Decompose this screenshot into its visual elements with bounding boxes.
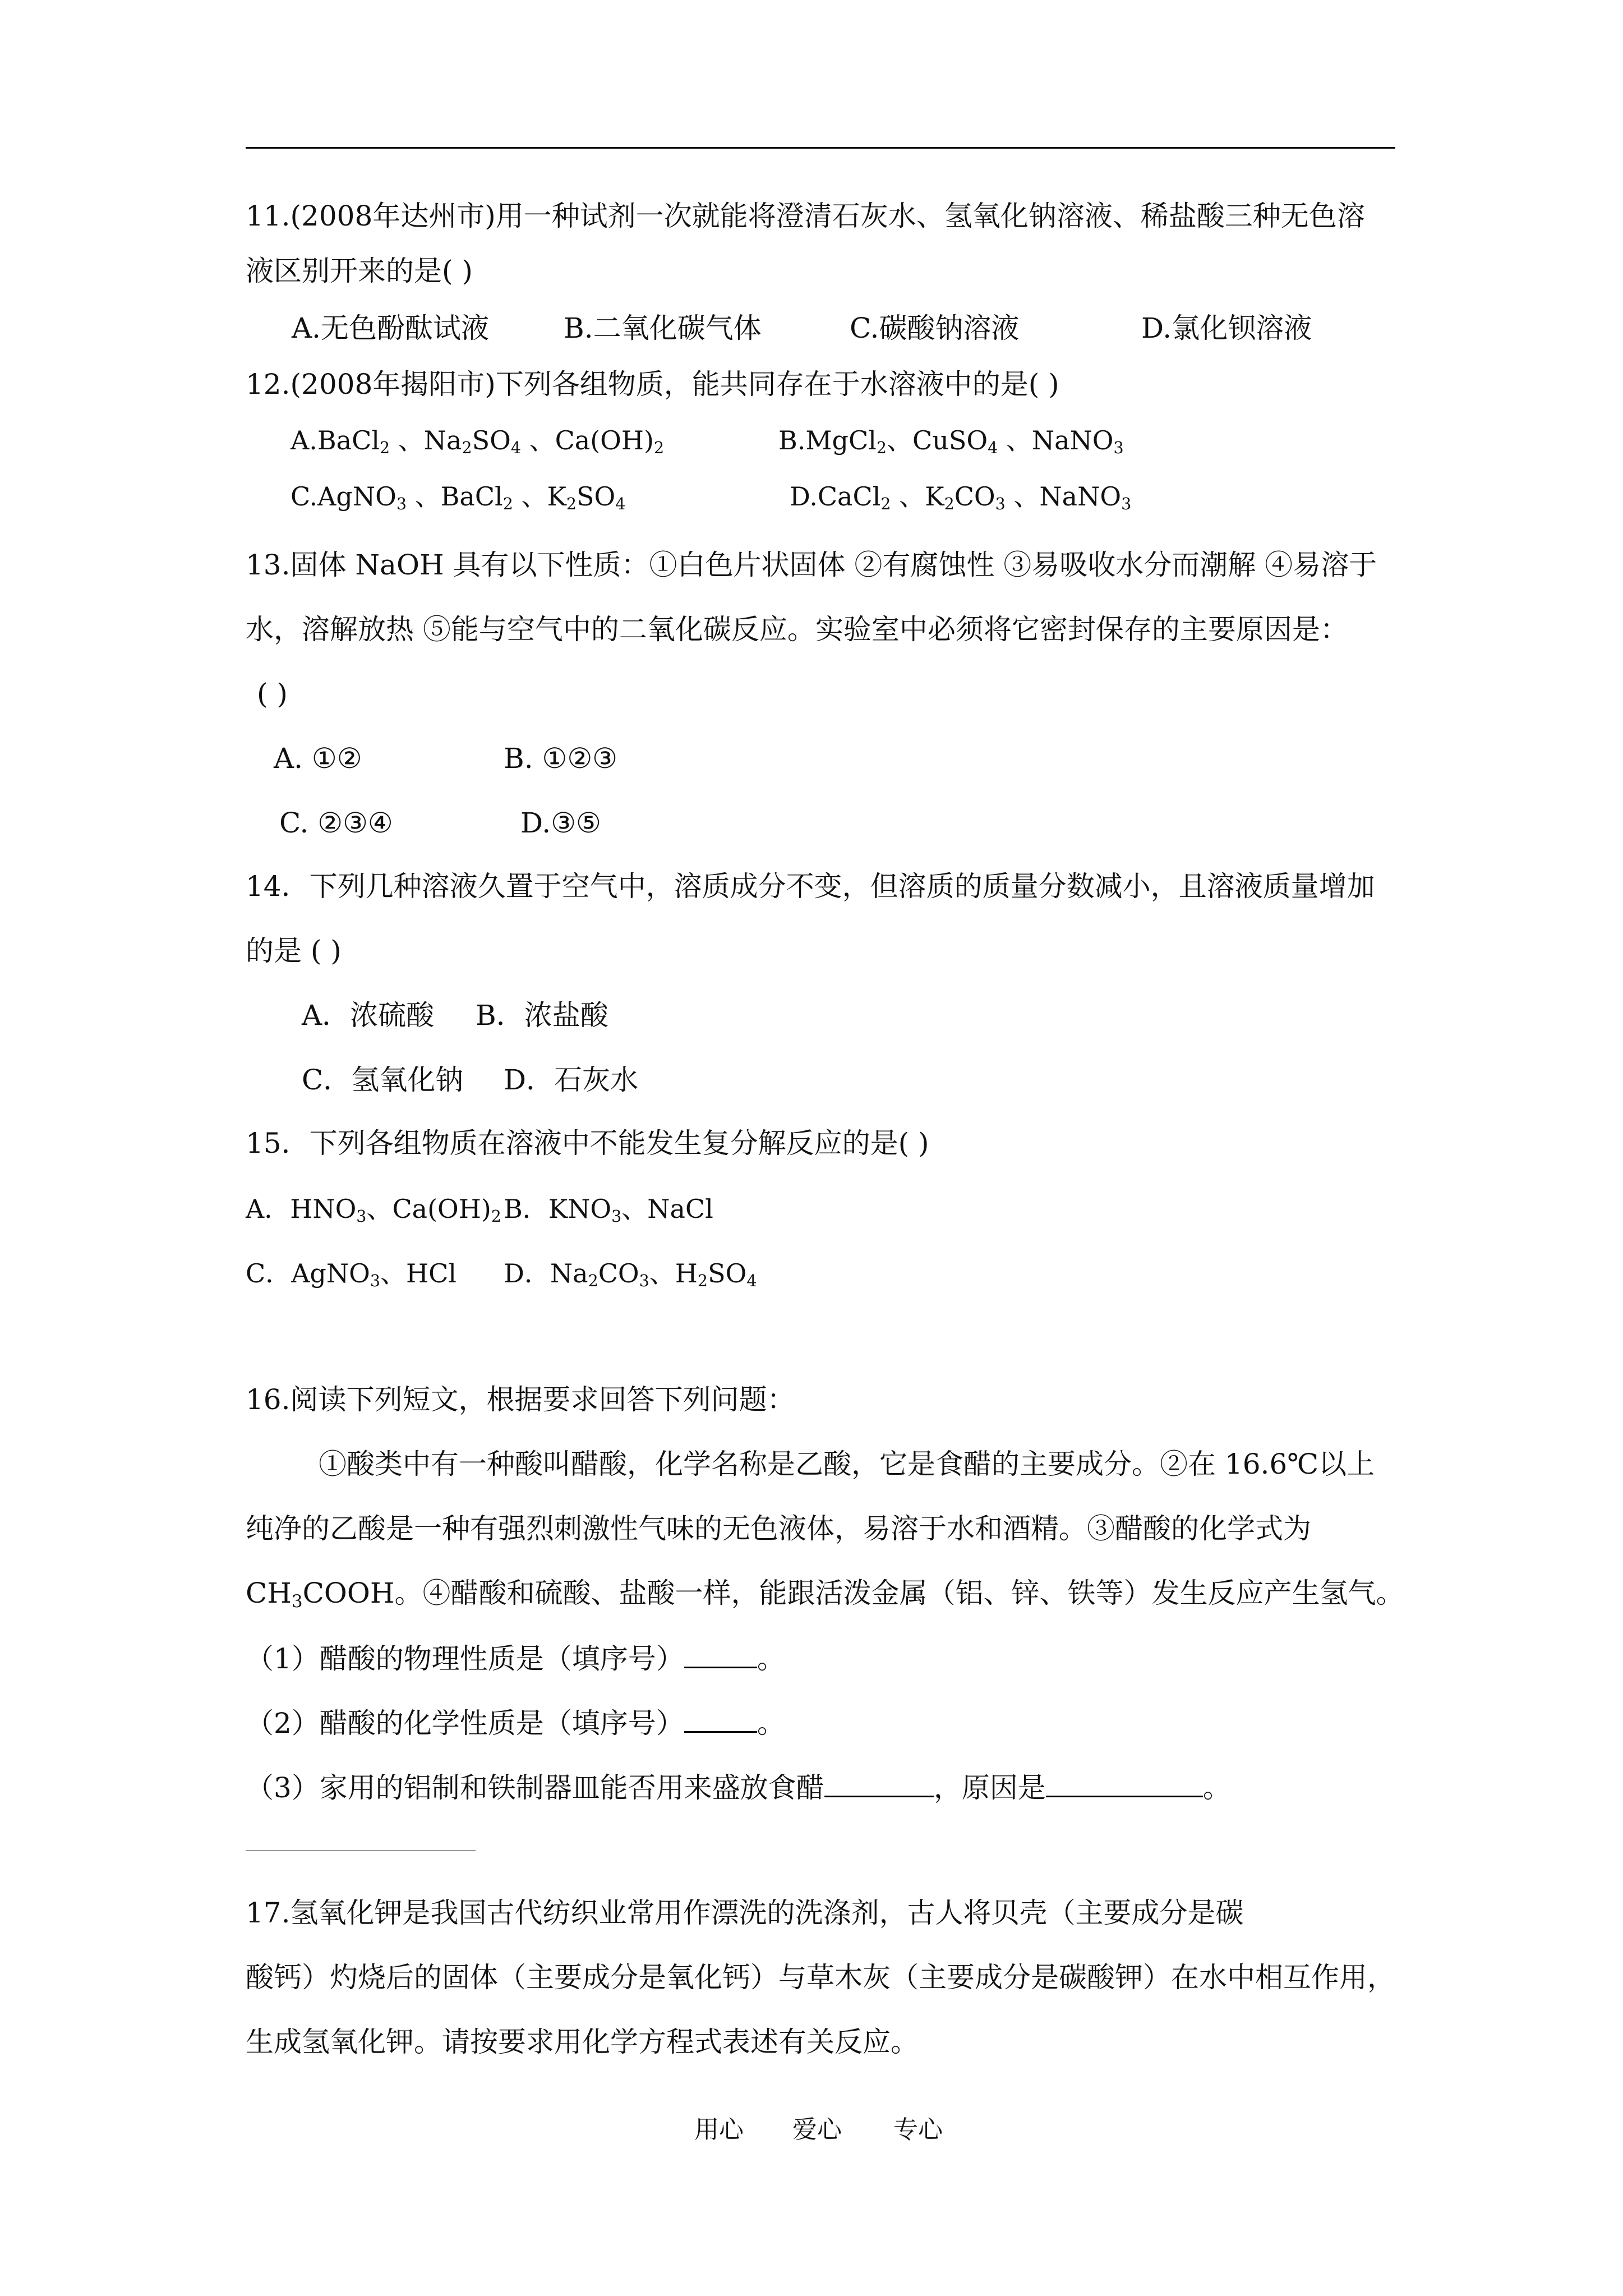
q11-option-d: D.氯化钡溶液 xyxy=(1141,312,1312,344)
q11-option-a: A.无色酚酞试液 xyxy=(292,312,490,344)
footer-text-1: 用心 xyxy=(694,2115,744,2144)
footer-text-2: 爱心 xyxy=(792,2115,842,2144)
answer-blank[interactable] xyxy=(684,1641,757,1668)
q12-option-d: D.CaCl$_2$ 、$K_2CO_3$ 、NaNO$_3$ xyxy=(790,481,1132,514)
q11-option-c: C.碳酸钠溶液 xyxy=(850,312,1020,344)
q14-option-d: D．石灰水 xyxy=(504,1064,639,1096)
q13-option-b: B. ①②③ xyxy=(504,742,618,775)
q12-option-b: B.MgCl$_2$、CuSO$_4$ 、NaNO$_3$ xyxy=(778,425,1124,458)
q11-option-b: B.二氧化碳气体 xyxy=(564,312,762,344)
answer-blank[interactable] xyxy=(684,1705,757,1733)
q12-option-a: A.BaCl$_2$ 、$Na_2SO_4$ 、$Ca(OH)_2$ xyxy=(291,425,665,458)
answer-blank[interactable] xyxy=(1046,1770,1203,1797)
header-rule xyxy=(246,147,1395,149)
q14-option-b: B．浓盐酸 xyxy=(476,999,608,1032)
footer-text-3: 专心 xyxy=(893,2115,943,2144)
q14-option-c: C．氢氧化钠 xyxy=(302,1064,464,1096)
q13-option-c: C. ②③④ xyxy=(279,807,393,839)
footnote-separator xyxy=(246,1850,476,1851)
q15-option-b: B．$KNO_3$、NaCl xyxy=(504,1194,713,1226)
q15-option-a: A．$HNO_3$、$Ca(OH)_2$ xyxy=(246,1194,501,1226)
q12-option-c: C.AgNO$_3$ 、BaCl$_2$ 、$K_2SO_4$ xyxy=(291,481,626,514)
answer-blank[interactable] xyxy=(824,1770,934,1797)
q14-option-a: A．浓硫酸 xyxy=(302,999,435,1032)
q15-option-d: D．$Na_2CO_3$、$H_2SO_4$ xyxy=(504,1258,757,1291)
q15-option-c: C．AgNO$_3$、HCl xyxy=(246,1258,457,1291)
q13-option-a: A. ①② xyxy=(274,742,362,775)
q13-option-d: D.③⑤ xyxy=(520,807,601,839)
